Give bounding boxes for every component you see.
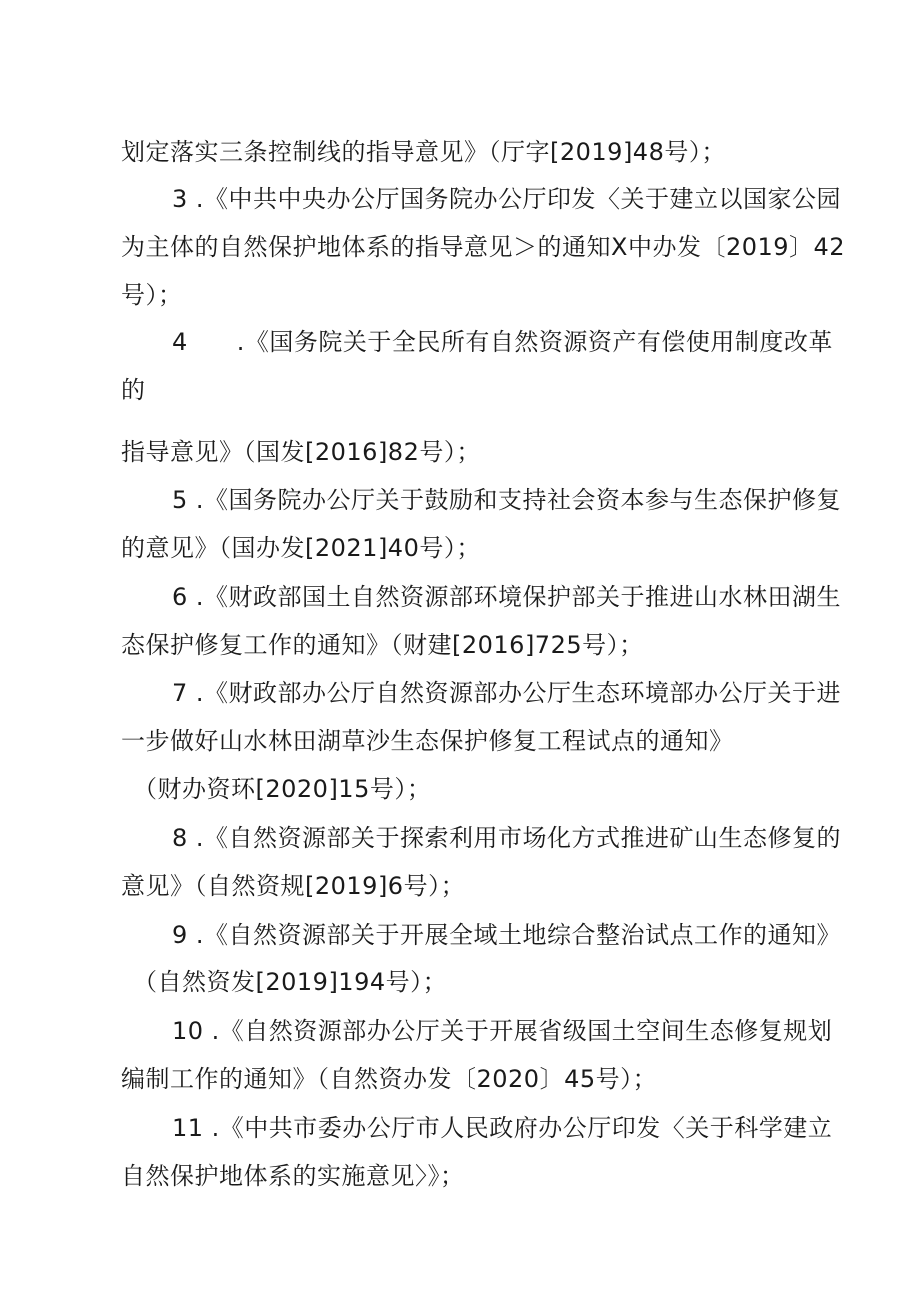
text-line-4: 号）； [121, 281, 183, 309]
text-line-21: 11 .《中共市委办公厅市人民政府办公厅印发〈关于科学建立 [172, 1114, 833, 1142]
text-line-20: 编制工作的通知》（自然资办发〔2020〕45号）； [121, 1065, 658, 1093]
text-line-10: 6 .《财政部国土自然资源部环境保护部关于推进山水林田湖生 [172, 583, 842, 611]
text-line-5: 4 .《国务院关于全民所有自然资源资产有偿使用制度改革 [172, 328, 833, 356]
text-line-22: 自然保护地体系的实施意见〉》； [121, 1162, 465, 1190]
text-line-16: 意见》（自然资规[2019]6号）； [121, 872, 466, 900]
text-line-12: 7 .《财政部办公厅自然资源部办公厅生态环境部办公厅关于进 [172, 679, 842, 707]
text-line-14: （财办资环[2020]15号）； [133, 775, 432, 803]
text-line-2: 3 .《中共中央办公厅国务院办公厅印发〈关于建立以国家公园 [172, 185, 842, 213]
text-line-6: 的 [121, 376, 146, 404]
text-line-18: （自然资发[2019]194号）； [133, 968, 448, 996]
text-line-8: 5 .《国务院办公厅关于鼓励和支持社会资本参与生态保护修复 [172, 486, 842, 514]
text-line-7: 指导意见》（国发[2016]82号）； [121, 438, 481, 466]
text-line-17: 9 .《自然资源部关于开展全域土地综合整治试点工作的通知》 [172, 921, 842, 949]
text-line-3: 为主体的自然保护地体系的指导意见＞的通知X中办发〔2019〕42 [121, 233, 846, 261]
text-line-19: 10 .《自然资源部办公厅关于开展省级国土空间生态修复规划 [172, 1017, 833, 1045]
text-line-9: 的意见》（国办发[2021]40号）； [121, 534, 481, 562]
text-line-1: 划定落实三条控制线的指导意见》（厅字[2019]48号）； [121, 138, 726, 166]
text-line-13: 一步做好山水林田湖草沙生态保护修复工程试点的通知》 [121, 727, 734, 755]
text-line-11: 态保护修复工作的通知》（财建[2016]725号）； [121, 631, 644, 659]
text-line-15: 8 .《自然资源部关于探索利用市场化方式推进矿山生态修复的 [172, 824, 842, 852]
